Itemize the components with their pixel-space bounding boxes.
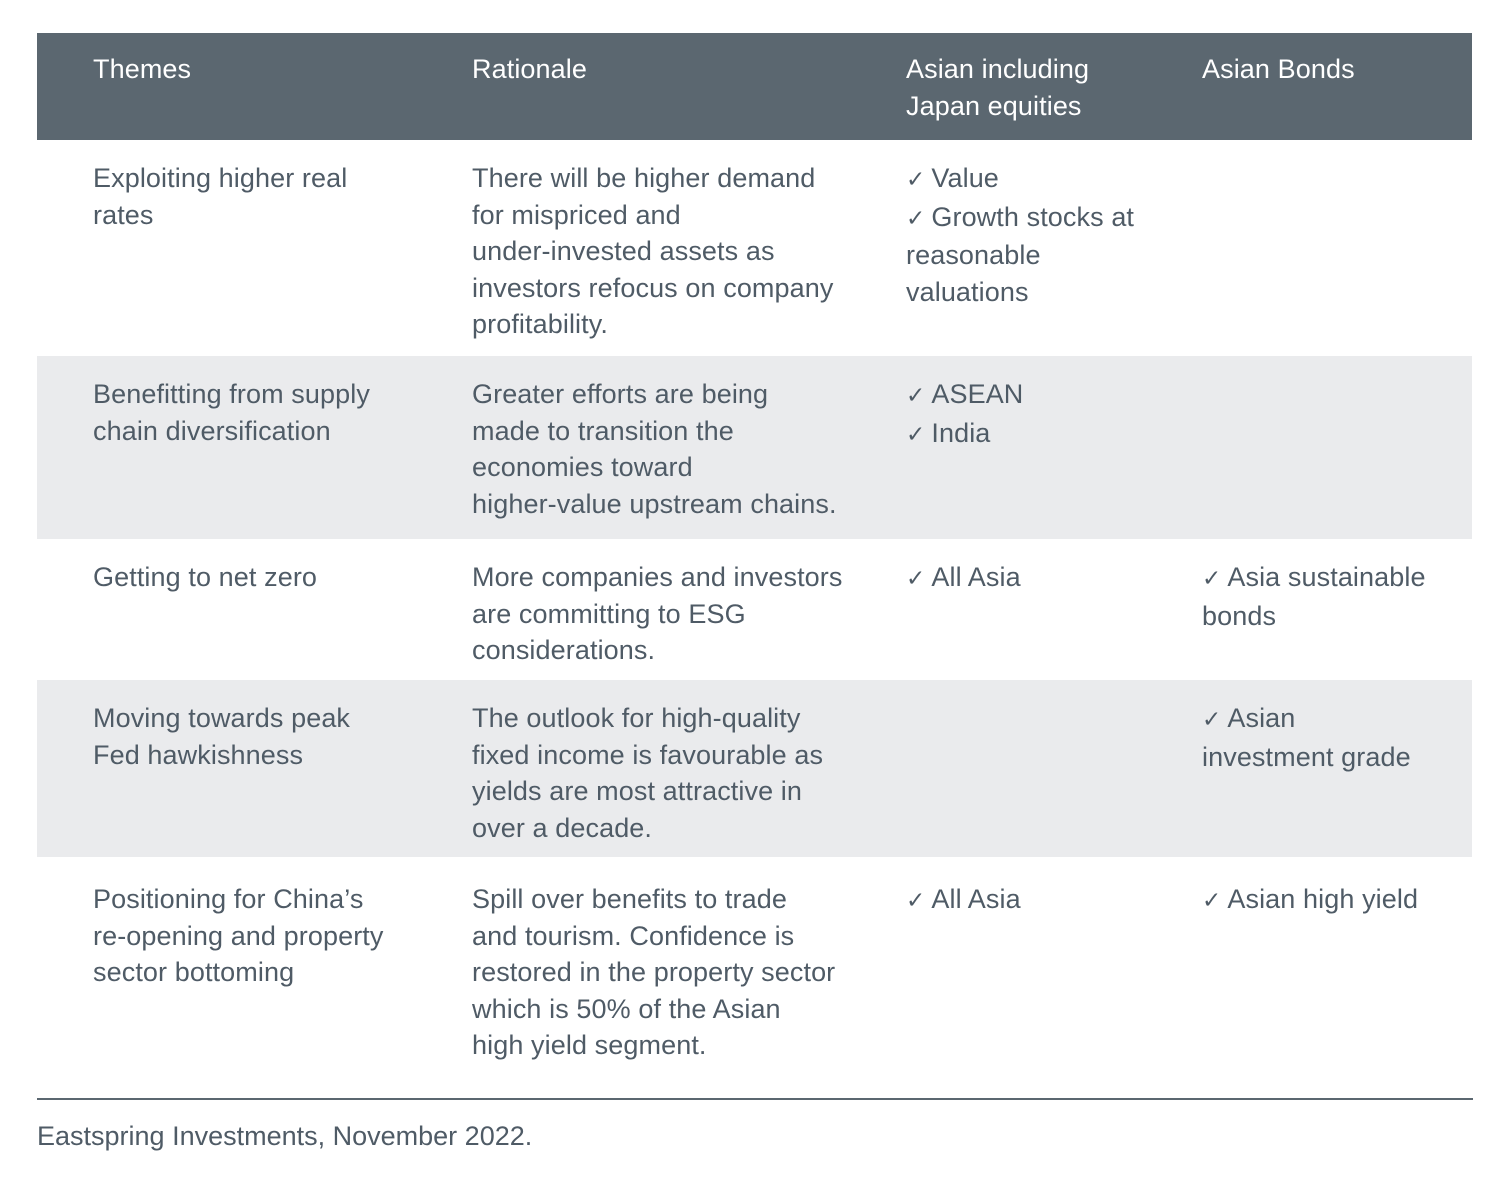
theme-cell: Moving towards peak Fed hawkishness bbox=[93, 703, 351, 770]
check-icon: ✓ bbox=[1202, 566, 1222, 592]
table-row bbox=[37, 857, 1472, 1077]
equity-item: ✓ ASEAN bbox=[906, 379, 1024, 409]
bond-item: ✓ Asian bbox=[1202, 703, 1296, 733]
equity-item: ✓ India bbox=[906, 417, 991, 448]
theme-cell: Positioning for China’s re-opening and property sector bottoming bbox=[93, 884, 384, 987]
bonds-cell bbox=[1202, 376, 1472, 539]
header-themes: Themes bbox=[93, 54, 192, 84]
bonds-cell: ✓ Asian investment grade bbox=[1202, 700, 1472, 857]
table-row bbox=[37, 140, 1472, 356]
equity-item: ✓ All Asia bbox=[906, 884, 1021, 914]
rationale-cell: The outlook for high-quality fixed income is favourable as yields are most attractive in over a decade. bbox=[472, 703, 824, 843]
check-icon: ✓ bbox=[906, 205, 926, 232]
rationale-cell: More companies and investors are committing to ESG considerations. bbox=[472, 562, 843, 665]
equity-item: ✓ Value bbox=[906, 163, 999, 193]
header-bonds: Asian Bonds bbox=[1202, 54, 1355, 84]
check-icon: ✓ bbox=[906, 167, 926, 193]
table-row bbox=[37, 356, 1472, 539]
rationale-cell: There will be higher demand for mispriced and under-invested assets as investors refocus on company profitability. bbox=[472, 163, 834, 339]
table-row bbox=[37, 680, 1472, 857]
check-icon: ✓ bbox=[906, 383, 926, 409]
rationale-cell: Greater efforts are being made to transition the economies toward higher-value upstream chains. bbox=[472, 379, 837, 519]
rationale-cell: Spill over benefits to trade and tourism. Confidence is restored in the property sector which is 50% of the Asian high yield segment. bbox=[472, 884, 836, 1060]
equities-cell bbox=[906, 700, 1202, 857]
check-icon: ✓ bbox=[1202, 888, 1222, 914]
table-row bbox=[37, 539, 1472, 680]
bonds-cell bbox=[1202, 881, 1472, 1077]
bottom-rule bbox=[37, 1098, 1473, 1100]
source-note: Eastspring Investments, November 2022. bbox=[37, 1121, 533, 1151]
equity-item: ✓ All Asia bbox=[906, 562, 1021, 592]
check-icon: ✓ bbox=[906, 566, 926, 592]
equities-cell bbox=[906, 881, 1202, 1077]
bond-item: ✓ Asia sustainable bbox=[1202, 562, 1426, 592]
equity-item: ✓ Growth stocks at bbox=[906, 201, 1135, 232]
check-icon: ✓ bbox=[906, 421, 926, 448]
equities-cell: ✓ Value ✓ Growth stocks at reasonable valuations bbox=[906, 160, 1202, 356]
table-header bbox=[37, 33, 1472, 140]
header-equities: Asian including Japan equities bbox=[906, 54, 1090, 121]
equities-cell bbox=[906, 559, 1202, 680]
theme-cell: Getting to net zero bbox=[93, 562, 318, 592]
theme-cell: Exploiting higher real rates bbox=[93, 163, 348, 230]
equities-cell bbox=[906, 376, 1202, 539]
themes-table bbox=[37, 33, 1472, 1077]
bond-item: ✓ Asian high yield bbox=[1202, 884, 1419, 914]
bonds-cell: ✓ Asia sustainable bonds bbox=[1202, 559, 1472, 680]
theme-cell: Benefitting from supply chain diversification bbox=[93, 379, 370, 446]
check-icon: ✓ bbox=[1202, 707, 1222, 733]
check-icon: ✓ bbox=[906, 888, 926, 914]
header-rationale: Rationale bbox=[472, 54, 587, 84]
bonds-cell bbox=[1202, 160, 1472, 356]
